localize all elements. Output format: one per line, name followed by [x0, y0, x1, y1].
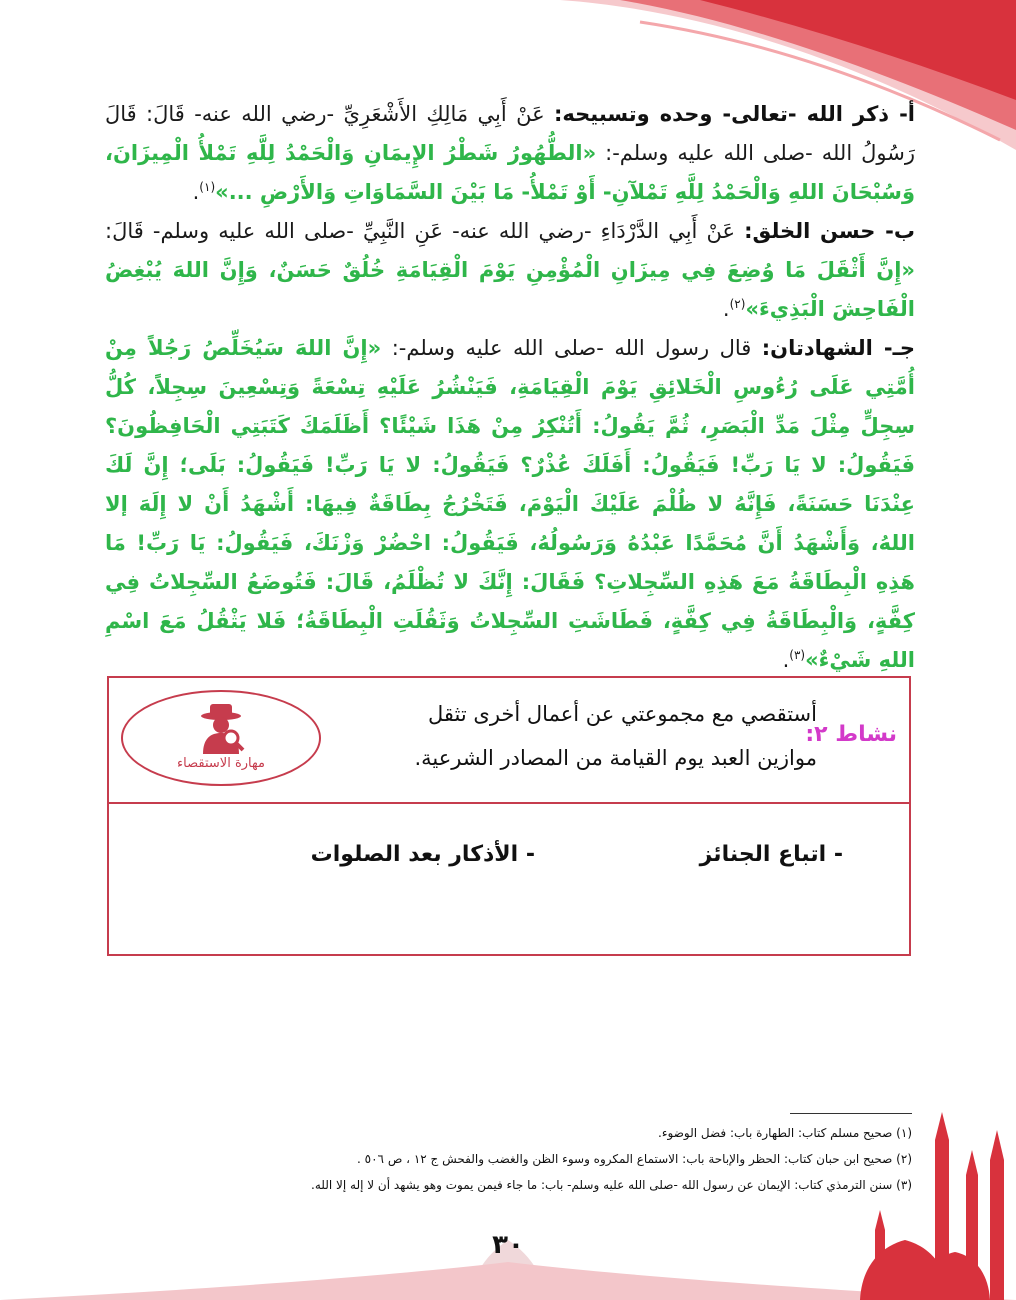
activity-header — [109, 678, 909, 804]
paragraph-c-narration: قال رسول الله -صلى الله عليه وسلم-: — [391, 336, 752, 360]
footnotes — [170, 1120, 912, 1198]
paragraph-a-end: . — [192, 180, 200, 204]
footnote-3: (٣) سنن الترمذي كتاب: الإيمان عن رسول الله -صلى الله عليه وسلم- باب: ما جاء فيمن يموت وهو يشهد أن لا إله إلا الله. — [311, 1178, 912, 1192]
paragraph-c-lead: جـ- الشهادتان: — [761, 336, 915, 360]
paragraph-b-end: . — [722, 297, 730, 321]
paragraph-b — [105, 212, 915, 329]
footnote-1: (١) صحيح مسلم كتاب: الطهارة باب: فضل الوضوء. — [658, 1126, 912, 1140]
lesson-body — [105, 95, 915, 680]
footnote-ref-3: (٣) — [789, 648, 806, 662]
skill-badge — [121, 690, 321, 786]
paragraph-c-end: . — [782, 648, 790, 672]
page-number: ٣٠ — [492, 1230, 524, 1260]
paragraph-b-lead: ب- حسن الخلق: — [744, 219, 915, 243]
paragraph-c — [105, 329, 915, 680]
activity-box — [107, 676, 911, 956]
activity-label: نشاط ٢: — [805, 722, 897, 747]
paragraph-a-hadith: «الطُّهُورُ شَطْرُ الإِيمَانِ وَالْحَمْدُ لِلَّهِ تَمْلأُ الْمِيزَانَ، وَسُبْحَانَ اللهِ وَالْحَمْدُ لِلَّهِ تَمْلآنِ- أَوْ تَمْلأُ- مَا بَيْنَ السَّمَاوَاتِ وَالأَرْضِ ...» — [105, 141, 915, 204]
paragraph-c-hadith: «إِنَّ اللهَ سَيُخَلِّصُ رَجُلاً مِنْ أُمَّتِي عَلَى رُءُوسِ الْخَلائِقِ يَوْمَ الْقِيَامَةِ، فَيَنْشُرُ عَلَيْهِ تِسْعَةً وَتِسْعِينَ سِجِلاً، كُلُّ سِجِلٍّ مِثْلَ مَدِّ الْبَصَرِ، ثُمَّ يَقُولُ: أَتُنْكِرُ مِنْ هَذَا شَيْئًا؟ أَظَلَمَكَ كَتَبَتِي الْحَافِظُونَ؟ فَيَقُولُ: لا يَا رَبِّ! فَيَقُولُ: أَفَلَكَ عُذْرٌ؟ فَيَقُولُ: لا يَا رَبِّ! فَيَقُولُ: بَلَى؛ إِنَّ لَكَ عِنْدَنَا حَسَنَةً، فَإِنَّهُ لا ظُلْمَ عَلَيْكَ الْيَوْمَ، فَتَخْرُجُ بِطَاقَةٌ فِيهَا: أَشْهَدُ أَنْ لا إِلَهَ إلا اللهُ، وَأَشْهَدُ أَنَّ مُحَمَّدًا عَبْدُهُ وَرَسُولُهُ، فَيَقُولُ: احْضُرْ وَزْنَكَ، فَيَقُولُ: يَا رَبِّ! مَا هَذِهِ الْبِطَاقَةُ مَعَ هَذِهِ السِّجِلاتِ؟ فَقَالَ: إِنَّكَ لا تُظْلَمُ، قَالَ: فَتُوضَعُ السِّجِلاتُ فِي كِفَّةٍ، وَالْبِطَاقَةُ فِي كِفَّةٍ، فَطَاشَتِ السِّجِلاتُ وَثَقُلَتِ الْبِطَاقَةُ؛ فَلا يَثْقُلُ مَعَ اسْمِ اللهِ شَيْءٌ» — [105, 336, 915, 672]
footnote-ref-1: (١) — [199, 180, 216, 194]
detective-icon — [193, 700, 249, 756]
paragraph-b-narration: عَنْ أَبِي الدَّرْدَاءِ -رضي الله عنه- عَنِ النَّبِيِّ -صلى الله عليه وسلم- قَالَ: — [105, 219, 736, 243]
answer-item: - الأذكار بعد الصلوات — [310, 842, 535, 867]
footnote-divider — [790, 1113, 912, 1114]
activity-answers — [109, 804, 909, 956]
paragraph-a — [105, 95, 915, 212]
footnote-2: (٢) صحيح ابن حبان كتاب: الحظر والإباحة باب: الاستماع المكروه وسوء الظن والغضب والفحش ج ١٢ ، ص ٥٠٦ . — [357, 1152, 912, 1166]
skill-label: مهارة الاستقصاء — [177, 756, 265, 771]
activity-instruction: أستقصي مع مجموعتي عن أعمال أخرى تثقل موازين العبد يوم القيامة من المصادر الشرعية. — [414, 702, 817, 770]
paragraph-b-hadith: «إِنَّ أَثْقَلَ مَا وُضِعَ فِي مِيزَانِ الْمُؤْمِنِ يَوْمَ الْقِيَامَةِ خُلُقٌ حَسَنٌ، وَإِنَّ اللهَ يُبْغِضُ الْفَاحِشَ الْبَذِيءَ» — [105, 258, 915, 321]
paragraph-a-narration: عَنْ أَبِي مَالِكِ الأَشْعَرِيِّ -رضي الله عنه- قَالَ: قَالَ رَسُولُ الله -صلى الله عليه وسلم-: — [105, 102, 915, 165]
footnote-ref-2: (٢) — [729, 297, 746, 311]
answer-item: - اتباع الجنائز — [699, 842, 843, 867]
paragraph-a-lead: أ- ذكر الله -تعالى- وحده وتسبيحه: — [553, 102, 915, 126]
